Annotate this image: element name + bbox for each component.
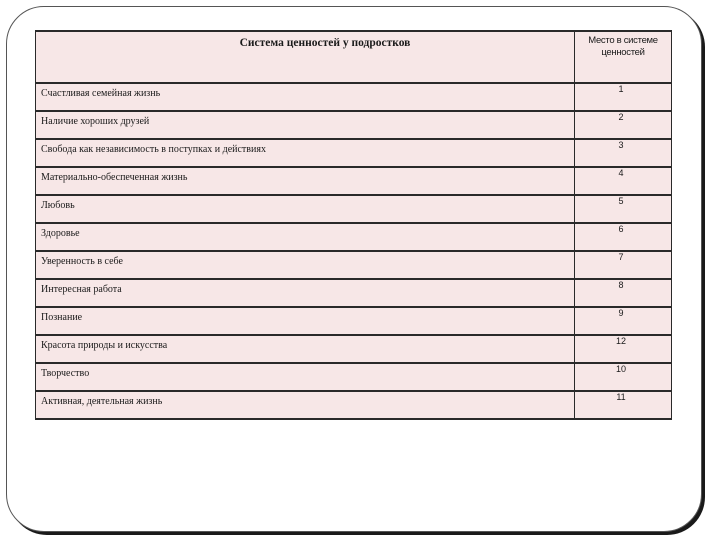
value-name: Познание — [41, 312, 83, 323]
value-name: Счастливая семейная жизнь — [41, 88, 161, 99]
value-name: Материально-обеспеченная жизнь — [41, 172, 188, 183]
value-rank: 8 — [618, 280, 624, 290]
value-rank: 4 — [618, 168, 624, 178]
value-name: Уверенность в себе — [41, 256, 123, 267]
table-row — [36, 363, 672, 391]
table-row — [36, 279, 672, 307]
values-table — [35, 30, 672, 420]
table-title: Система ценностей у подростков — [239, 37, 411, 49]
value-name: Творчество — [41, 368, 90, 379]
value-name: Здоровье — [41, 228, 80, 239]
table-row — [36, 195, 672, 223]
value-rank: 11 — [616, 392, 626, 402]
value-rank: 6 — [618, 224, 624, 234]
value-name: Любовь — [41, 200, 75, 211]
table-row — [36, 391, 672, 419]
value-name: Красота природы и искусства — [41, 340, 168, 351]
table-row — [36, 83, 672, 111]
value-name: Интересная работа — [41, 284, 122, 295]
table-row — [36, 223, 672, 251]
value-rank: 10 — [615, 364, 626, 374]
table-header-row — [36, 31, 672, 83]
table-row — [36, 335, 672, 363]
value-rank: 12 — [615, 336, 626, 346]
table-row — [36, 111, 672, 139]
value-rank: 7 — [618, 252, 624, 262]
value-rank: 3 — [618, 140, 624, 150]
header-cell-rank — [575, 31, 672, 83]
value-name: Активная, деятельная жизнь — [41, 396, 163, 407]
value-name: Свобода как независимость в поступках и действиях — [41, 144, 266, 155]
table-row — [36, 167, 672, 195]
value-rank: 5 — [618, 196, 624, 206]
table-row — [36, 307, 672, 335]
value-rank: 2 — [618, 112, 624, 122]
value-rank: 9 — [618, 308, 624, 318]
rank-column-header: Место в системе ценностей — [588, 35, 658, 58]
header-cell-title — [36, 31, 575, 83]
table-row — [36, 139, 672, 167]
value-rank: 1 — [618, 84, 624, 94]
value-name: Наличие хороших друзей — [41, 116, 150, 127]
table-row — [36, 251, 672, 279]
